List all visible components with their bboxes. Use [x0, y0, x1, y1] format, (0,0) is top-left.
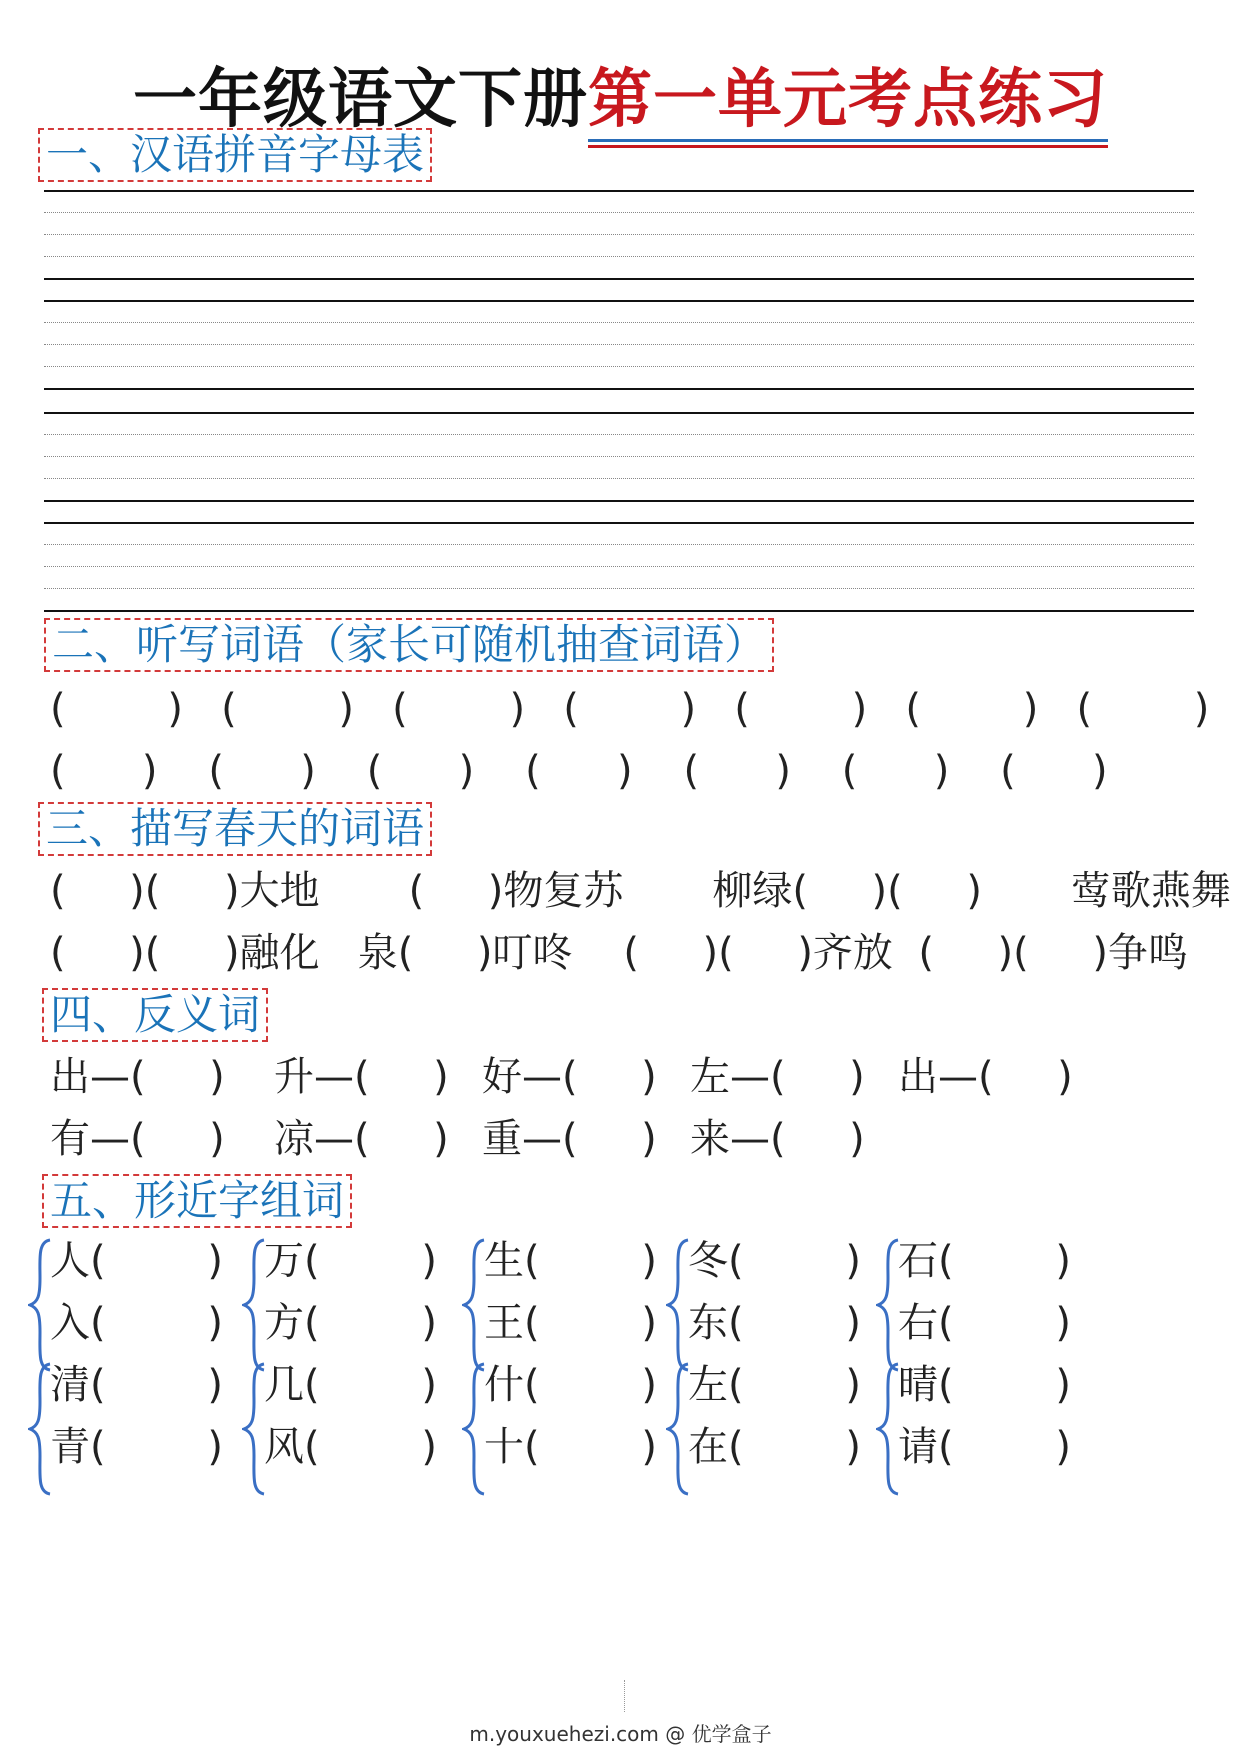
- spring-words-row-1: ( )( )大地 ( )物复苏 柳绿( )( ) 莺歌燕舞: [50, 868, 1231, 914]
- writing-line-solid: [44, 500, 1194, 502]
- title-main: 一年级语文下册: [133, 63, 588, 137]
- similar-char-item: 清( ): [50, 1362, 223, 1408]
- writing-line-dotted: [44, 256, 1194, 257]
- similar-char-item: 万( ): [264, 1238, 437, 1284]
- antonym-item: 升—( ): [274, 1054, 449, 1100]
- writing-line-dotted: [44, 366, 1194, 367]
- writing-line-dotted: [44, 434, 1194, 435]
- writing-line-solid: [44, 610, 1194, 612]
- page-title: [0, 62, 1241, 138]
- writing-line-solid: [44, 412, 1194, 414]
- section-1-heading: 一、汉语拼音字母表: [38, 128, 432, 182]
- similar-char-item: 几( ): [264, 1362, 437, 1408]
- writing-line-solid: [44, 388, 1194, 390]
- similar-char-item: 在( ): [688, 1424, 861, 1470]
- writing-line-dotted: [44, 234, 1194, 235]
- spring-words-row-2: ( )( )融化 泉( )叮咚 ( )( )齐放 ( )( )争鸣: [50, 930, 1188, 976]
- similar-char-item: 请( ): [898, 1424, 1071, 1470]
- section-5-heading: 五、形近字组词: [42, 1174, 352, 1228]
- similar-char-item: 人( ): [50, 1238, 223, 1284]
- antonym-item: 左—( ): [690, 1054, 865, 1100]
- similar-char-item: 什( ): [484, 1362, 657, 1408]
- antonym-item: 重—( ): [482, 1116, 657, 1162]
- antonym-item: 出—( ): [50, 1054, 225, 1100]
- similar-char-item: 东( ): [688, 1300, 861, 1346]
- similar-char-item: 方( ): [264, 1300, 437, 1346]
- similar-char-item: 左( ): [688, 1362, 861, 1408]
- similar-char-item: 生( ): [484, 1238, 657, 1284]
- antonym-item: 有—( ): [50, 1116, 225, 1162]
- writing-line-solid: [44, 522, 1194, 524]
- similar-char-item: 入( ): [50, 1300, 223, 1346]
- fold-mark: [624, 1680, 625, 1712]
- title-highlight: 第一单元考点练习: [588, 63, 1108, 137]
- similar-char-item: 右( ): [898, 1300, 1071, 1346]
- similar-char-item: 晴( ): [898, 1362, 1071, 1408]
- antonym-item: 凉—( ): [274, 1116, 449, 1162]
- section-2-heading: 二、听写词语（家长可随机抽查词语）: [44, 618, 774, 672]
- similar-char-item: 十( ): [484, 1424, 657, 1470]
- footer-watermark: m.youxuehezi.com @ 优学盒子: [469, 1722, 772, 1746]
- writing-line-dotted: [44, 456, 1194, 457]
- section-3-heading: 三、描写春天的词语: [38, 802, 432, 856]
- similar-char-item: 冬( ): [688, 1238, 861, 1284]
- writing-line-dotted: [44, 212, 1194, 213]
- writing-line-dotted: [44, 322, 1194, 323]
- dictation-row-2: ( ) ( ) ( ) ( ) ( ) ( ) ( ): [50, 748, 1108, 794]
- writing-line-dotted: [44, 566, 1194, 567]
- antonym-item: 出—( ): [898, 1054, 1073, 1100]
- writing-line-solid: [44, 190, 1194, 192]
- section-4-heading: 四、反义词: [42, 988, 268, 1042]
- similar-char-item: 王( ): [484, 1300, 657, 1346]
- antonym-item: 来—( ): [690, 1116, 865, 1162]
- antonym-item: 好—( ): [482, 1054, 657, 1100]
- writing-line-solid: [44, 278, 1194, 280]
- writing-line-dotted: [44, 478, 1194, 479]
- dictation-row-1: ( ) ( ) ( ) ( ) ( ) ( ) ( ): [50, 686, 1210, 732]
- writing-line-dotted: [44, 544, 1194, 545]
- similar-char-item: 风( ): [264, 1424, 437, 1470]
- writing-line-solid: [44, 300, 1194, 302]
- writing-line-dotted: [44, 344, 1194, 345]
- similar-char-item: 石( ): [898, 1238, 1071, 1284]
- similar-char-item: 青( ): [50, 1424, 223, 1470]
- writing-line-dotted: [44, 588, 1194, 589]
